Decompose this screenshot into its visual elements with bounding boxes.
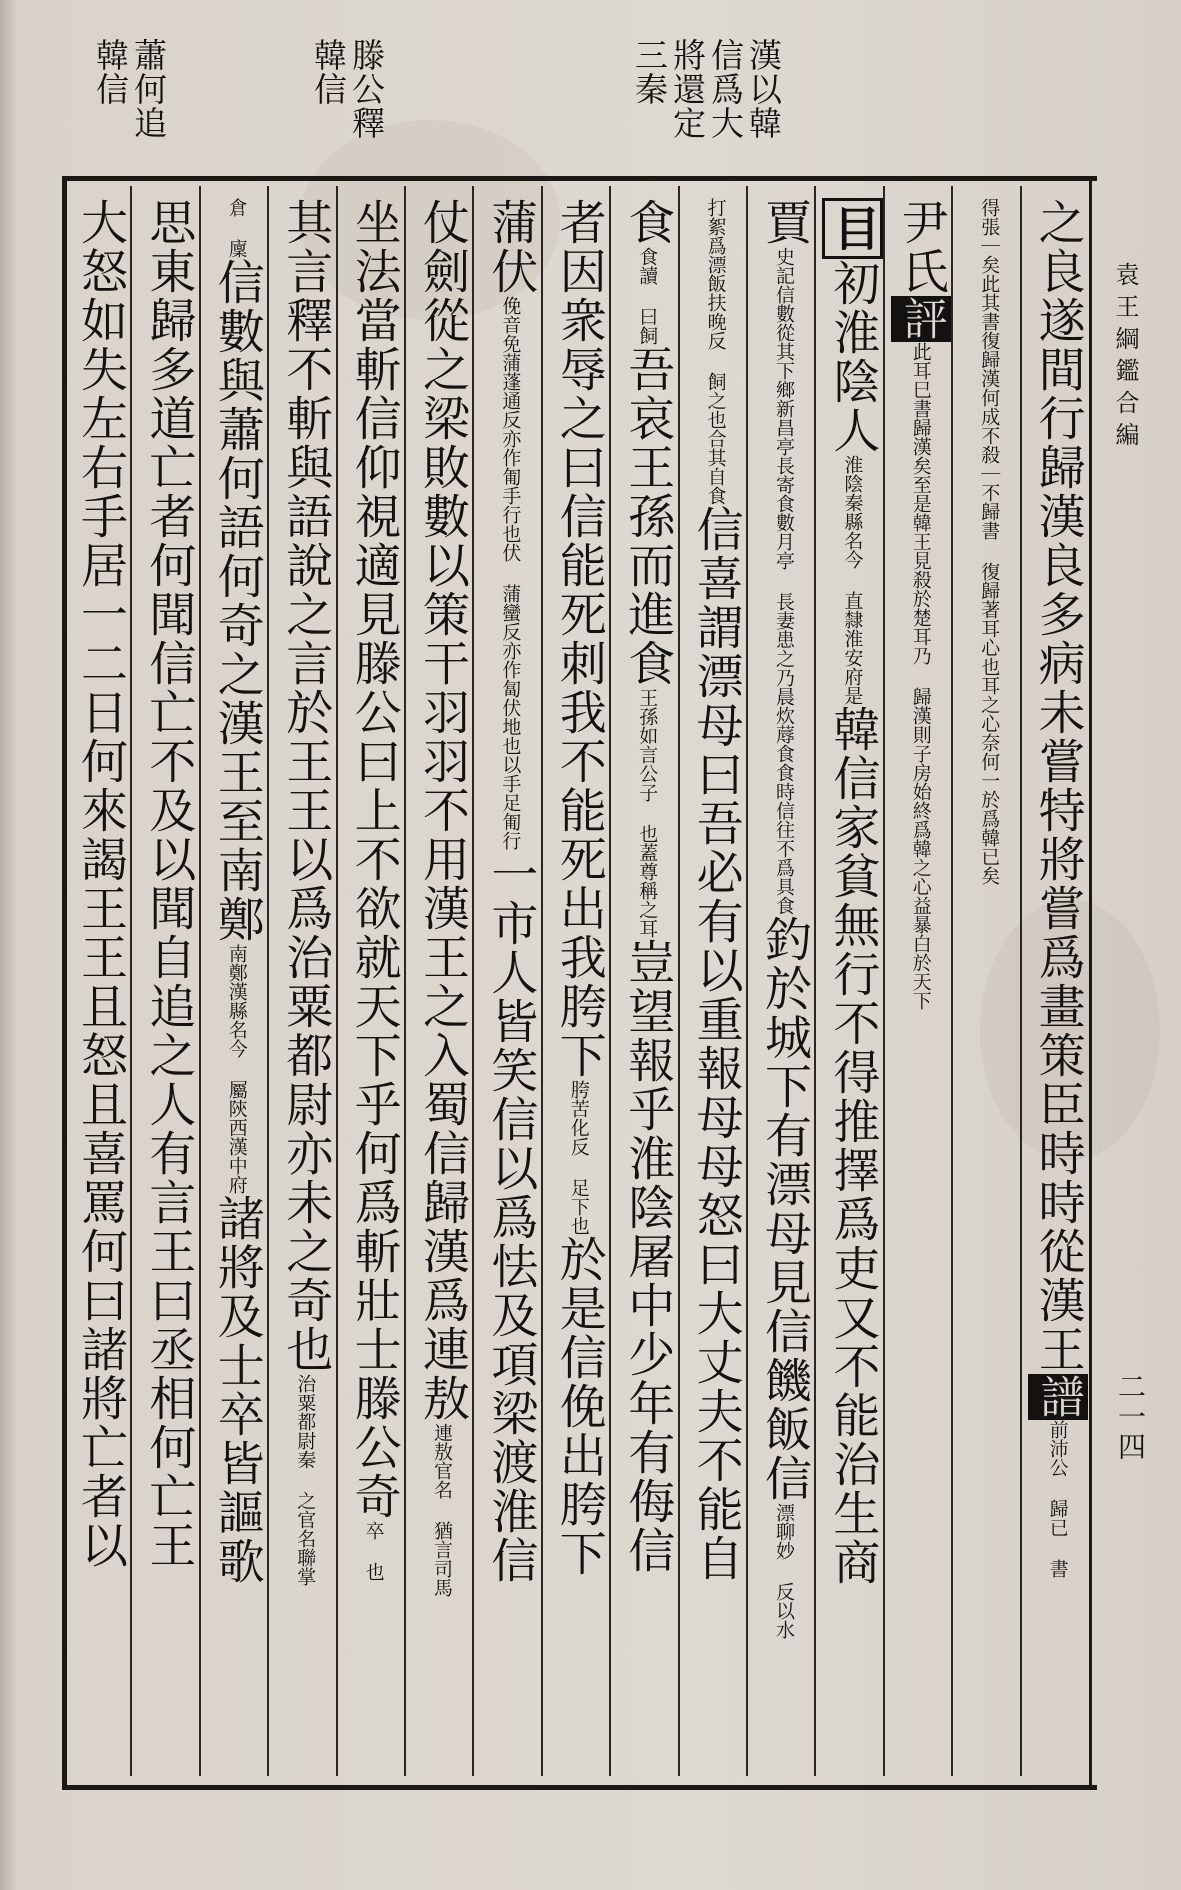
main-text: 吾哀王孫而進食 <box>620 345 676 688</box>
column-rule <box>678 186 680 1776</box>
annotation: 淮陰秦縣名今 直隸淮安府是 <box>841 455 864 705</box>
annotation: 卒 也 <box>362 1521 385 1581</box>
main-text: 豈望報乎淮陰屠中少年有侮信 <box>620 938 676 1575</box>
annotation: 前沛公 歸已 書 <box>1046 1420 1069 1578</box>
boxed-label: 目 <box>822 198 883 259</box>
main-text: 坐法當斬信仰視適見滕公曰上不欲就天下乎何爲斬壯士滕公奇 <box>346 198 402 1521</box>
annotation: 胯苦化反 足下也 <box>567 1080 590 1235</box>
column-rule <box>404 186 406 1776</box>
text-column <box>480 198 540 1773</box>
margin-note-line: 三秦 <box>630 38 669 106</box>
book-title: 袁王綱鑑合編 <box>1111 262 1139 454</box>
column-rule <box>609 186 611 1776</box>
annotation: 史記信數從其下鄉新昌亭長寄食數月亭 長妻患之乃晨炊蓐食食時信往不爲具食 <box>773 247 795 915</box>
column-rule <box>472 186 474 1776</box>
main-text: 信數與蕭何語何奇之漢王至南鄭 <box>209 258 265 944</box>
main-text: 賈 <box>757 198 812 247</box>
annotation: 連敖官名 猶言司馬 <box>431 1423 453 1597</box>
main-text: 初淮陰人 <box>825 259 881 455</box>
text-column <box>412 198 472 1773</box>
text-column <box>70 198 130 1773</box>
annotation: 治粟都尉秦 之官名聯掌 <box>294 1374 317 1586</box>
margin-note-line: 漢以韓 <box>744 38 783 140</box>
text-column <box>207 198 267 1773</box>
annotation: 漂聊妙 反以水 <box>773 1503 795 1639</box>
text-column <box>891 198 951 1773</box>
margin-note-line: 將還定 <box>668 38 707 140</box>
main-text: 韓信家貧無行不得推擇爲吏又不能治生商 <box>825 705 881 1587</box>
annotation: 打絮爲漂飯扶晚反 飼之也合其自食 <box>704 198 727 505</box>
main-text: 尹氏 <box>893 198 949 296</box>
column-rule <box>746 186 748 1776</box>
main-text: 一市人皆笑信以爲怯及項梁渡淮信 <box>483 850 539 1585</box>
text-column <box>754 198 814 1773</box>
main-text: 信喜謂漂母曰吾必有以重報母母怒曰大丈夫不能自 <box>688 505 744 1583</box>
column-rule <box>883 186 885 1776</box>
annotation: 食讀 曰飼 <box>636 247 659 345</box>
text-column <box>549 198 609 1773</box>
text-column <box>959 198 1019 1773</box>
main-text: 釣於城下有漂母見信饑飯信 <box>757 915 812 1503</box>
main-text: 其言釋不斬與語說之言於王王以爲治粟都尉亦未之奇也 <box>278 198 334 1374</box>
text-column <box>344 198 404 1773</box>
column-rule <box>199 186 201 1776</box>
margin-note-line: 信爲大 <box>706 38 745 140</box>
annotation: 南鄭漢縣名今 屬陝西漢中府 <box>225 944 248 1194</box>
column-rule <box>541 186 543 1776</box>
page-number: 二一四 <box>1114 1372 1147 1462</box>
main-text: 思東歸多道亡者何聞信亡不及以聞自追之人有言王曰丞相何亡王 <box>141 198 197 1570</box>
text-column <box>138 198 198 1773</box>
margin-note-line: 韓信 <box>309 38 348 106</box>
main-text: 仗劍從之梁敗數以策干羽羽不用漢王之入蜀信歸漢爲連敖 <box>415 198 470 1423</box>
annotation: 王孫如言公子 也蓋尊稱之耳 <box>636 688 659 938</box>
text-column <box>686 198 746 1773</box>
text-column <box>275 198 335 1773</box>
label-seal: 評 <box>891 296 951 342</box>
main-text: 者因衆辱之曰信能死刺我不能死出我胯下 <box>551 198 607 1080</box>
text-column <box>617 198 677 1773</box>
annotation: 倉 廩 <box>225 198 248 258</box>
column-rule <box>1020 186 1022 1776</box>
text-column <box>1028 198 1088 1773</box>
margin-note-line: 蕭何追 <box>129 38 168 140</box>
main-text: 諸將及士卒皆謳歌 <box>209 1194 265 1586</box>
main-text: 蒲伏 <box>483 198 539 296</box>
main-text: 之良遂間行歸漢良多病未嘗特將嘗爲畫策臣時時從漢王 <box>1030 198 1086 1374</box>
label-seal: 譜 <box>1028 1374 1088 1420</box>
frame-right-rule <box>1089 176 1092 1790</box>
column-rule <box>336 186 338 1776</box>
annotation: 得張｜矣此其書復歸漢何成不殺｜不歸書 復歸著耳心也耳之心奈何一於爲韓已矣 <box>978 198 1001 885</box>
text-column <box>822 198 882 1773</box>
margin-note-line: 韓信 <box>91 38 130 106</box>
main-text: 大怒如失左右手居一二日何來謁王王且怒且喜罵何曰諸將亡者以 <box>73 198 128 1570</box>
column-rule <box>814 186 816 1776</box>
annotation: 此耳巳書歸漢矣至是韓王見殺於楚耳乃 歸漢則子房始終爲韓之心益暴白於天下 <box>909 342 932 1010</box>
main-text: 食 <box>620 198 676 247</box>
column-rule <box>130 186 132 1776</box>
column-rule <box>267 186 269 1776</box>
column-rule <box>951 186 953 1776</box>
margin-note-line: 滕公釋 <box>347 38 386 140</box>
main-text: 於是信俛出胯下 <box>551 1235 607 1578</box>
annotation: 俛音免蒲蓬通反亦作匍手行也伏 蒲蠻反亦作匐伏地也以手足匍行 <box>499 296 522 850</box>
